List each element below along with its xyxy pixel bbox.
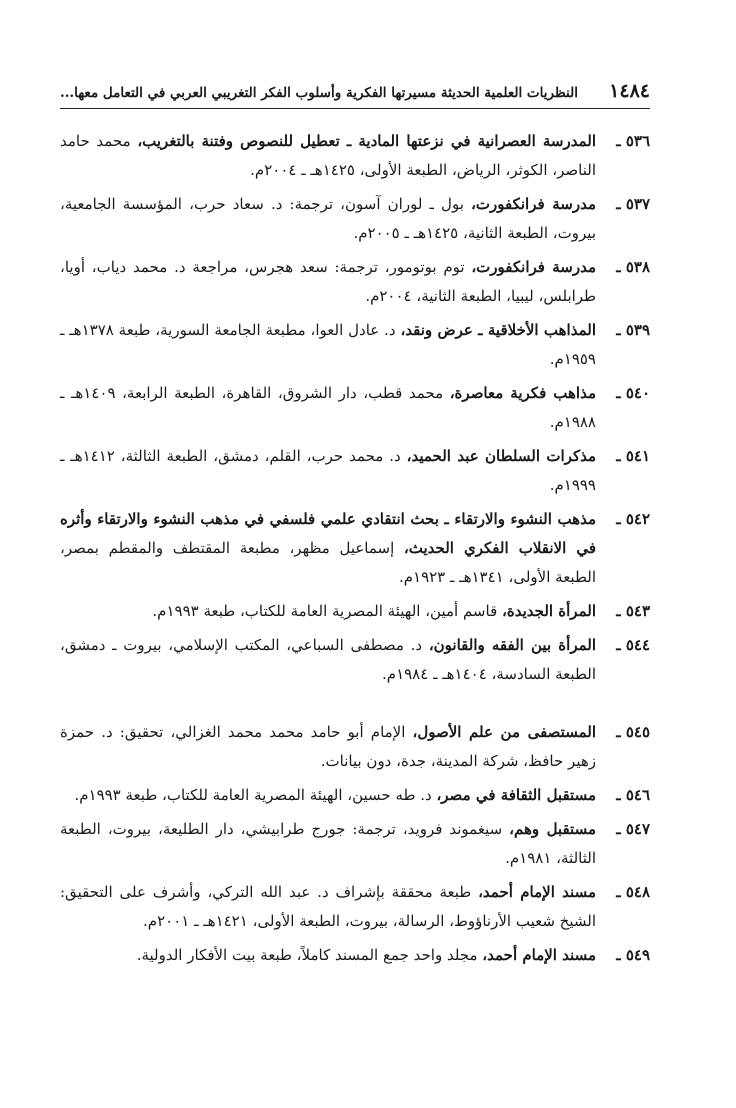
running-title: النظريات العلمية الحديثة مسيرتها الفكرية وأسلوب الفكر التغريبي العربي في التعامل معها... (60, 85, 578, 101)
bibliography-list (60, 127, 650, 970)
entry-title: مستقبل وهم، (509, 820, 596, 838)
entry-details: د. محمد حرب، القلم، دمشق، الطبعة الثالثة، ١٤١٢هـ ـ ١٩٩٩م. (60, 447, 596, 494)
entry-number: ٥٣٦ ـ (616, 132, 650, 150)
entry-details: د. مصطفى السباعي، المكتب الإسلامي، بيروت ـ دمشق، الطبعة السادسة، ١٤٠٤هـ ـ ١٩٨٤م. (60, 636, 596, 683)
entry-title: المذاهب الأخلاقية ـ عرض ونقد، (400, 321, 596, 339)
entry-title: مذهب النشوء والارتقاء ـ بحث انتقادي علمي فلسفي في مذهب النشوء والارتقاء وأثره في الانقلاب الفكري الحديث، (60, 510, 596, 557)
entry-title: مسند الإمام أحمد، (478, 883, 596, 901)
entry-text (60, 505, 596, 592)
entry-text (60, 379, 596, 437)
section-spacer (60, 694, 650, 718)
entry-details: مجلد واحد جمع المسند كاملاً، طبعة بيت الأفكار الدولية. (136, 946, 483, 964)
entry-title: المدرسة العصرانية في نزعتها المادية ـ تعطيل للنصوص وفتنة بالتغريب، (137, 132, 597, 150)
entry-title: مدرسة فرانكفورت، (471, 258, 596, 276)
bibliography-entry (60, 718, 650, 776)
entry-details: طبعة محققة بإشراف د. عبد الله التركي، وأشرف على التحقيق: الشيخ شعيب الأرناؤوط، الرسالة، بيروت، الطبعة الأولى، ١٤٢١هـ ـ ٢٠٠١م. (60, 883, 596, 930)
entry-title: مذكرات السلطان عبد الحميد، (406, 447, 597, 465)
bibliography-entry (60, 505, 650, 592)
entry-title: مذاهب فكرية معاصرة، (449, 384, 596, 402)
entry-number: ٥٤٦ ـ (616, 786, 650, 804)
entry-title: المرأة الجديدة، (502, 602, 596, 620)
entry-number: ٥٤٩ ـ (616, 946, 650, 964)
bibliography-entry (60, 815, 650, 873)
entry-number: ٥٤١ ـ (616, 447, 650, 465)
entry-text (60, 253, 596, 311)
bibliography-entry (60, 190, 650, 248)
entry-title: مسند الإمام أحمد، (482, 946, 596, 964)
entry-number: ٥٤٧ ـ (616, 820, 650, 838)
entry-details: قاسم أمين، الهيئة المصرية العامة للكتاب، طبعة ١٩٩٣م. (152, 602, 503, 620)
entry-number: ٥٤٣ ـ (616, 602, 650, 620)
entry-details: إسماعيل مظهر، مطبعة المقتطف والمقطم بمصر، الطبعة الأولى، ١٣٤١هـ ـ ١٩٢٣م. (60, 539, 596, 586)
entry-details: د. عادل العوا، مطبعة الجامعة السورية، طبعة ١٣٧٨هـ ـ ١٩٥٩م. (60, 321, 596, 368)
entry-number: ٥٣٨ ـ (616, 258, 650, 276)
entry-text (60, 781, 596, 810)
document-page (60, 80, 650, 975)
bibliography-entry (60, 316, 650, 374)
page-number: ١٤٨٤ (609, 80, 650, 102)
entry-details: توم بوتومور، ترجمة: سعد هجرس، مراجعة د. محمد دياب، أويا، طرابلس، ليبيا، الطبعة الثانية، ٢٠٠٤م. (60, 258, 596, 305)
entry-number: ٥٤٤ ـ (616, 636, 650, 654)
entry-details: سيغموند فرويد، ترجمة: جورج طرابيشي، دار الطليعة، بيروت، الطبعة الثالثة، ١٩٨١م. (60, 820, 596, 867)
entry-text (60, 878, 596, 936)
entry-text (60, 597, 596, 626)
entry-details: الإمام أبو حامد محمد محمد الغزالي، تحقيق: د. حمزة زهير حافظ، شركة المدينة، جدة، دون بيانات. (60, 723, 596, 770)
entry-title: مدرسة فرانكفورت، (471, 195, 597, 213)
entry-text (60, 941, 596, 970)
entry-title: المستصفى من علم الأصول، (412, 723, 596, 741)
entry-number: ٥٤٠ ـ (616, 384, 650, 402)
entry-text (60, 718, 596, 776)
entry-text (60, 631, 596, 689)
entry-text (60, 127, 596, 185)
bibliography-entry (60, 631, 650, 689)
entry-title: المرأة بين الفقه والقانون، (428, 636, 597, 654)
bibliography-entry (60, 253, 650, 311)
entry-text (60, 442, 596, 500)
entry-text (60, 316, 596, 374)
entry-details: بول ـ لوران آسون، ترجمة: د. سعاد حرب، المؤسسة الجامعية، بيروت، الطبعة الثانية، ١٤٢٥هـ ـ ٢٠٠٥م. (60, 195, 596, 242)
running-header (60, 80, 650, 109)
bibliography-entry (60, 878, 650, 936)
entry-details: محمد قطب، دار الشروق، القاهرة، الطبعة الرابعة، ١٤٠٩هـ ـ ١٩٨٨م. (60, 384, 596, 431)
entry-number: ٥٣٩ ـ (616, 321, 650, 339)
entry-number: ٥٣٧ ـ (616, 195, 650, 213)
entry-text (60, 190, 596, 248)
entry-title: مستقبل الثقافة في مصر، (436, 786, 596, 804)
bibliography-entry (60, 941, 650, 970)
entry-details: محمد حامد الناصر، الكوثر، الرياض، الطبعة الأولى، ١٤٢٥هـ ـ ٢٠٠٤م. (60, 132, 596, 179)
entry-number: ٥٤٢ ـ (616, 510, 650, 528)
bibliography-entry (60, 127, 650, 185)
entry-number: ٥٤٨ ـ (616, 883, 650, 901)
bibliography-entry (60, 442, 650, 500)
entry-details: د. طه حسين، الهيئة المصرية العامة للكتاب، طبعة ١٩٩٣م. (74, 786, 437, 804)
bibliography-entry (60, 597, 650, 626)
bibliography-entry (60, 781, 650, 810)
entry-text (60, 815, 596, 873)
entry-number: ٥٤٥ ـ (616, 723, 650, 741)
bibliography-entry (60, 379, 650, 437)
